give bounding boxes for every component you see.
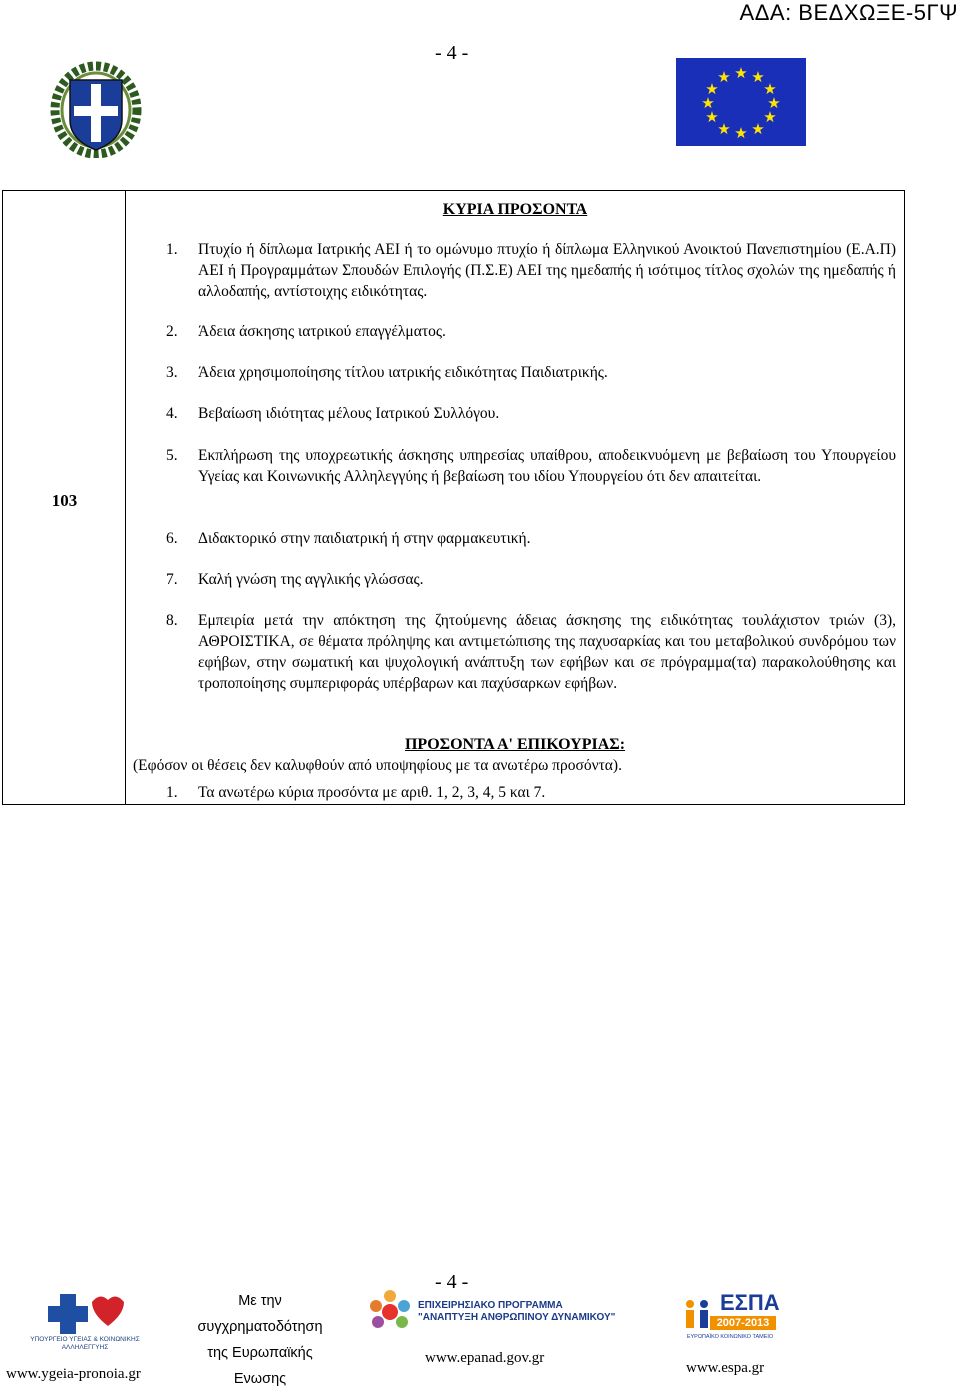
- espa-logo: [680, 1290, 780, 1352]
- svg-text:★: ★: [763, 110, 777, 126]
- flower-icon: [370, 1290, 410, 1328]
- qualification-item: 7. Καλή γνώση της αγγλικής γλώσσας.: [166, 571, 424, 588]
- secondary-qualification-item: 1. Τα ανωτέρω κύρια προσόντα με αριθ. 1, 2, 3, 4, 5 και 7.: [166, 784, 546, 801]
- cofinance-text: Με την συγχρηματοδότηση της Ευρωπαϊκής Ενωσης: [197, 1293, 323, 1387]
- svg-text:★: ★: [767, 96, 781, 112]
- qualification-item: 1. Πτυχίο ή δίπλωμα Ιατρικής ΑΕΙ ή το ομώνυμο πτυχίο ή δίπλωμα Ελληνικού Ανοικτού Πανεπιστημίου (Ε.Α.Π) ΑΕΙ ή Προγραμμάτων Σπουδών Επιλογής (Π.Σ.Ε) ΑΕΙ της ημεδαπής ή ισότιμος τίτλος σχολών της ημεδαπής ή αλλοδαπής, αντίστοιχης ειδικότητας.: [166, 241, 896, 300]
- row-number-cell: [3, 191, 126, 804]
- ministry-url[interactable]: www.ygeia-pronoia.gr: [6, 1366, 141, 1382]
- row-number: 103: [51, 491, 78, 510]
- secondary-qualifications-note: (Εφόσον οι θέσεις δεν καλυφθούν από υποψηφίους με τα ανωτέρω προσόντα).: [133, 757, 622, 774]
- svg-text:★: ★: [717, 70, 731, 86]
- ministry-logo-text: ΥΠΟΥΡΓΕΙΟ ΥΓΕΙΑΣ & ΚΟΙΝΩΝΙΚΗΣ ΑΛΛΗΛΕΓΓΥΗΣ: [30, 1336, 140, 1351]
- svg-text:★: ★: [751, 70, 765, 86]
- page-number-bottom: - 4 -: [435, 1271, 469, 1293]
- espa-url[interactable]: www.espa.gr: [686, 1360, 765, 1376]
- caduceus-heart-icon: [48, 1294, 124, 1334]
- svg-text:★: ★: [705, 110, 719, 126]
- qualifications-table: [2, 190, 905, 805]
- svg-text:★: ★: [751, 122, 765, 138]
- greek-emblem-logo: [50, 58, 142, 158]
- espa-figures-icon: [680, 1296, 714, 1330]
- espa-logo-title: ΕΣΠΑ: [720, 1290, 780, 1315]
- qualification-item: 2. Άδεια άσκησης ιατρικού επαγγέλματος.: [166, 323, 446, 340]
- qualification-item: 8. Εμπειρία μετά την απόκτηση της ζητούμενης άδειας άσκησης της ειδικότητας τουλάχιστον τριών (3), ΑΘΡΟΙΣΤΙΚΑ, σε θέματα πρόληψης και αντιμετώπισης της παχυσαρκίας και του μεταβολικού συνδρόμου των εφήβων, στην σωματική και ψυχολογική ανάπτυξη των εφήβων και σε πρόγραμμα(τα) παρακολούθησης και τροποποίησης συμπεριφοράς υπέρβαρων και παχύσαρκων εφήβων.: [166, 612, 896, 692]
- page-number-top: - 4 -: [435, 42, 469, 64]
- qualifications-cell: [126, 191, 904, 804]
- main-qualifications-heading: ΚΥΡΙΑ ΠΡΟΣΟΝΤΑ: [442, 201, 588, 218]
- footer: [0, 1280, 960, 1394]
- ada-code: ΑΔΑ: ΒΕΔΧΩΞΕ-5ΓΨ: [739, 0, 958, 25]
- ministry-logo: [30, 1284, 140, 1362]
- qualification-item: 3. Άδεια χρησιμοποίησης τίτλου ιατρικής ειδικότητας Παιδιατρικής.: [166, 364, 608, 381]
- espa-logo-years: 2007-2013: [710, 1316, 776, 1330]
- epanad-url[interactable]: www.epanad.gov.gr: [425, 1350, 545, 1366]
- qualification-item: 6. Διδακτορικό στην παιδιατρική ή στην φαρμακευτική.: [166, 530, 531, 547]
- svg-text:★: ★: [763, 82, 777, 98]
- svg-text:★: ★: [734, 126, 748, 142]
- eu-flag-logo: [676, 58, 806, 146]
- secondary-qualifications-heading: ΠΡΟΣΟΝΤΑ Α' ΕΠΙΚΟΥΡΙΑΣ:: [404, 736, 626, 753]
- qualification-item: 4. Βεβαίωση ιδιότητας μέλους Ιατρικού Συλλόγου.: [166, 405, 500, 422]
- svg-text:★: ★: [701, 96, 715, 112]
- qualification-item: 5. Εκπλήρωση της υποχρεωτικής άσκησης υπηρεσίας υπαίθρου, αποδεικνυόμενη με βεβαίωση του Υπουργείου Υγείας και Κοινωνικής Αλληλεγγύης ή βεβαίωση του ιδίου Υπουργείου ότι δεν απαιτείται.: [166, 447, 896, 485]
- epanad-logo: [368, 1282, 618, 1342]
- svg-text:★: ★: [717, 122, 731, 138]
- svg-text:★: ★: [734, 66, 748, 82]
- epanad-logo-text: ΕΠΙΧΕΙΡΗΣΙΑΚΟ ΠΡΟΓΡΑΜΜΑ "ΑΝΑΠΤΥΞΗ ΑΝΘΡΩΠΙΝΟΥ ΔΥΝΑΜΙΚΟΥ": [418, 1300, 616, 1323]
- svg-text:★: ★: [705, 82, 719, 98]
- espa-logo-subtitle: ΕΥΡΩΠΑΪΚΟ ΚΟΙΝΩΝΙΚΟ ΤΑΜΕΙΟ: [686, 1334, 774, 1340]
